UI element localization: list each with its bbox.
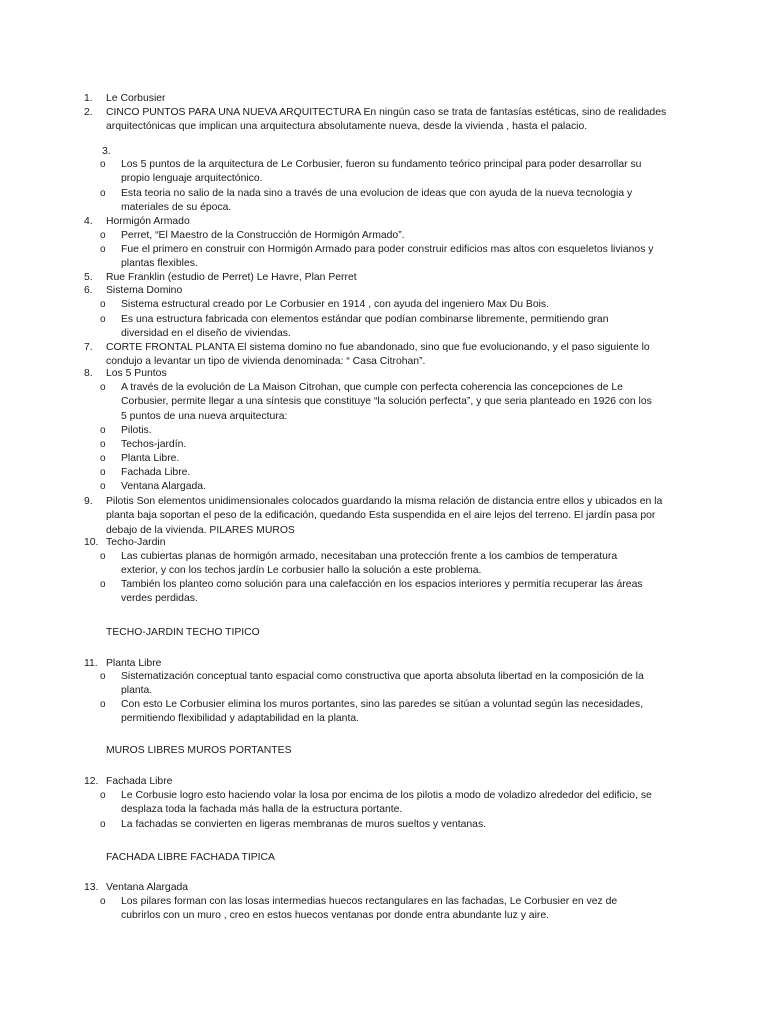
item-number: 9. — [84, 496, 93, 507]
bullet-marker: o — [100, 551, 106, 562]
item-number: 5. — [84, 272, 93, 283]
bullet-text: También los planteo como solución para una calefacción en los espacios interiores y permitía recuperar las áreas verdes perdidas. — [121, 579, 643, 605]
item-text: Planta Libre — [106, 658, 162, 669]
bullet-marker: o — [100, 314, 106, 325]
bullet-text: Sistematización conceptual tanto espacial como constructiva que aporta absoluta libertad en la composición de la planta. — [121, 671, 644, 697]
bullet-text: Ventana Alargada. — [121, 481, 206, 492]
bullet-marker: o — [100, 230, 106, 241]
item-number: 10. — [84, 537, 99, 548]
bullet-marker: o — [100, 579, 106, 590]
item-text: Rue Franklin (estudio de Perret) Le Havre, Plan Perret — [106, 272, 357, 283]
bullet-marker: o — [100, 188, 106, 199]
bullet-text: Le Corbusie logro esto haciendo volar la losa por encima de los pilotis a modo de voladizo alrededor del edificio, se desplaza toda la fachada más halla de la estructura portante. — [121, 790, 652, 816]
item-text: Sistema Domino — [106, 285, 183, 296]
bullet-text: Las cubiertas planas de hormigón armado, necesitaban una protección frente a los cambios de temperatura exterior, y con los techos jardín Le corbusier hallo la solución a este problema. — [121, 551, 618, 577]
bullet-marker: o — [100, 299, 106, 310]
item-number: 4. — [84, 216, 93, 227]
bullet-text: Fachada Libre. — [121, 467, 191, 478]
bullet-marker: o — [100, 671, 106, 682]
bullet-text: Con esto Le Corbusier elimina los muros portantes, sino las paredes se sitúan a voluntad según las necesidades, permitiendo flexibilidad y adaptabilidad en la planta. — [121, 699, 644, 725]
item-number: 1. — [84, 93, 93, 104]
bullet-text: La fachadas se convierten en ligeras membranas de muros sueltos y ventanas. — [121, 819, 487, 830]
item-text: Fachada Libre — [106, 776, 173, 787]
bullet-marker: o — [100, 481, 106, 492]
item-text: Techo-Jardin — [106, 537, 166, 548]
item-number: 2. — [84, 107, 93, 118]
item-number: 11. — [84, 658, 98, 669]
bullet-text: Planta Libre. — [121, 453, 180, 464]
item-text: CINCO PUNTOS PARA UNA NUEVA ARQUITECTURA En ningún caso se trata de fantasías estéticas, sino de realidades arquitectónicas que implican una arquitectura absolutamente nueva, desde la vivienda , hasta el palacio. — [106, 107, 667, 133]
bullet-text: Techos-jardín. — [121, 439, 187, 450]
bullet-text: Esta teoria no salio de la nada sino a través de una evolucion de ideas que con ayuda de la nueva tecnologia y materiales de su época. — [121, 188, 633, 214]
bullet-marker: o — [100, 425, 106, 436]
caption-fachada: FACHADA LIBRE FACHADA TIPICA — [106, 852, 275, 863]
item-text: Los 5 Puntos — [106, 368, 167, 379]
item-number: 12. — [84, 776, 99, 787]
bullet-text: Los 5 puntos de la arquitectura de Le Corbusier, fueron su fundamento teórico principal para poder desarrollar su propio lenguaje arquitectónico. — [121, 159, 642, 185]
bullet-marker: o — [100, 790, 106, 801]
bullet-marker: o — [100, 896, 106, 907]
item-number: 7. — [84, 342, 93, 353]
bullet-text: Pilotis. — [121, 425, 152, 436]
bullet-marker: o — [100, 439, 106, 450]
item-number: 13. — [84, 882, 99, 893]
bullet-text: A través de la evolución de La Maison Citrohan, que cumple con perfecta coherencia las concepciones de Le Corbusier, permite llegar a una síntesis que constituye “la solución perfecta”, y que seria planteado en 1926 con los 5 puntos de una nueva arquitectura: — [121, 382, 652, 422]
bullet-text: Es una estructura fabricada con elementos estándar que podían combinarse libremente, permitiendo gran diversidad en el diseño de viviendas. — [121, 314, 609, 340]
bullet-marker: o — [100, 453, 106, 464]
item-number: 8. — [84, 368, 93, 379]
bullet-marker: o — [100, 467, 106, 478]
item-text: Le Corbusier — [106, 93, 166, 104]
bullet-marker: o — [100, 159, 106, 170]
item-number: 3. — [102, 146, 111, 157]
bullet-marker: o — [100, 819, 106, 830]
bullet-marker: o — [100, 699, 106, 710]
caption-muros: MUROS LIBRES MUROS PORTANTES — [106, 745, 292, 756]
item-text: Pilotis Son elementos unidimensionales colocados guardando la misma relación de distancia entre ellos y ubicados en la planta baja soportan el peso de la edificación, quedando Esta suspendida en el aire lejos del terreno. El jardín pasa por debajo de la vivienda. PILARES MUROS — [106, 496, 663, 536]
bullet-text: Perret, “El Maestro de la Construcción de Hormigón Armado”. — [121, 230, 405, 241]
bullet-marker: o — [100, 382, 106, 393]
bullet-text: Fue el primero en construir con Hormigón Armado para poder construir edificios mas altos con esqueletos livianos y plantas flexibles. — [121, 244, 654, 270]
bullet-marker: o — [100, 244, 106, 255]
bullet-text: Los pilares forman con las losas intermedias huecos rectangulares en las fachadas, Le Corbusier en vez de cubrirlos con un muro , creo en estos huecos ventanas por donde entra abundante luz y aire. — [121, 896, 618, 922]
bullet-text: Sistema estructural creado por Le Corbusier en 1914 , con ayuda del ingeniero Max Du Bois. — [121, 299, 549, 310]
item-text: Hormigón Armado — [106, 216, 190, 227]
item-number: 6. — [84, 285, 93, 296]
caption-techo-jardin: TECHO-JARDIN TECHO TIPICO — [106, 627, 260, 638]
item-text: CORTE FRONTAL PLANTA El sistema domino no fue abandonado, sino que fue evolucionando, y el paso siguiente lo condujo a levantar un tipo de vivienda denominada: “ Casa Citrohan”. — [106, 342, 650, 368]
item-text: Ventana Alargada — [106, 882, 189, 893]
